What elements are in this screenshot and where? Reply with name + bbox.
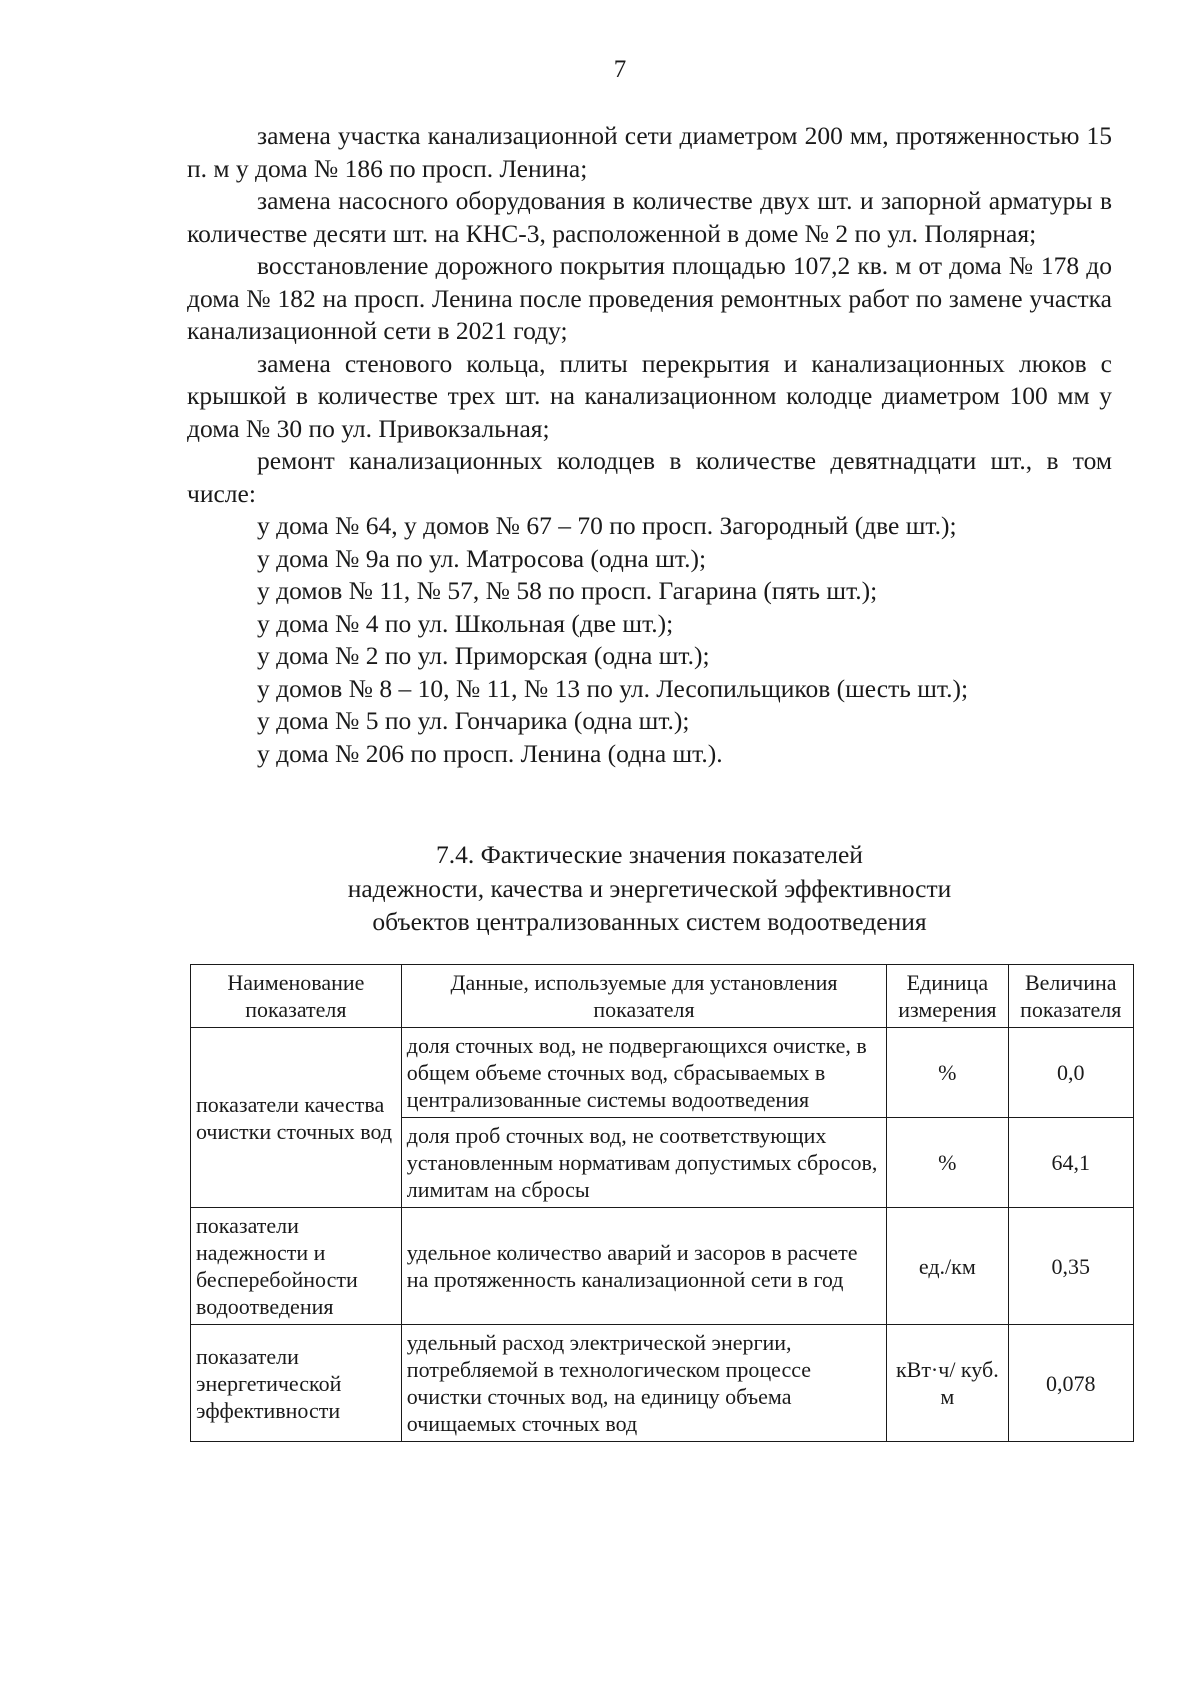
indicator-value: 0,35 bbox=[1008, 1208, 1133, 1325]
indicator-group-name: показатели надежности и бесперебойности водоотведения bbox=[191, 1208, 402, 1325]
indicator-unit: кВт·ч/ куб. м bbox=[887, 1325, 1008, 1442]
body-text bbox=[187, 120, 1112, 770]
header-value: Величина показателя bbox=[1008, 965, 1133, 1028]
indicator-data: доля сточных вод, не подвергающихся очистке, в общем объеме сточных вод, сбрасываемых в централизованные системы водоотведения bbox=[401, 1028, 886, 1118]
table-row bbox=[191, 1208, 1134, 1325]
indicator-data: удельный расход электрической энергии, потребляемой в технологическом процессе очистки сточных вод, на единицу объема очищаемых сточных вод bbox=[401, 1325, 886, 1442]
list-item: у дома № 206 по просп. Ленина (одна шт.). bbox=[257, 738, 723, 768]
list-item: у дома № 2 по ул. Приморская (одна шт.); bbox=[257, 641, 710, 670]
list-item: у дома № 4 по ул. Школьная (две шт.); bbox=[257, 608, 674, 638]
paragraph: ремонт канализационных колодцев в количестве девятнадцати шт., в том числе: bbox=[187, 446, 1112, 508]
paragraph: восстановление дорожного покрытия площадью 107,2 кв. м от дома № 178 до дома № 182 на просп. Ленина после проведения ремонтных работ по замене участка канализационной сети в 2021 году; bbox=[187, 251, 1112, 345]
table-row bbox=[191, 1325, 1134, 1442]
list-item: у дома № 5 по ул. Гончарика (одна шт.); bbox=[257, 706, 690, 735]
list-item: у дома № 9а по ул. Матросова (одна шт.); bbox=[257, 543, 707, 573]
paragraph: замена стенового кольца, плиты перекрытия и канализационных люков с крышкой в количестве трех шт. на канализационном колодце диаметром 100 мм у дома № 30 по ул. Привокзальная; bbox=[187, 348, 1112, 443]
indicator-group-name: показатели качества очистки сточных вод bbox=[191, 1028, 402, 1208]
indicator-value: 64,1 bbox=[1008, 1118, 1133, 1208]
indicator-group-name: показатели энергетической эффективности bbox=[191, 1325, 402, 1442]
table-row bbox=[191, 1028, 1134, 1118]
header-unit: Единица измерения bbox=[887, 965, 1008, 1028]
table-header-row bbox=[191, 965, 1134, 1028]
indicator-unit: % bbox=[887, 1118, 1008, 1208]
list-item: у дома № 64, у домов № 67 – 70 по просп. Загородный (две шт.); bbox=[257, 511, 957, 540]
indicator-data: доля проб сточных вод, не соответствующих установленным нормативам допустимых сбросов, лимитам на сбросы bbox=[401, 1118, 886, 1208]
heading-line: объектов централизованных систем водоотведения bbox=[372, 907, 927, 936]
heading-line: надежности, качества и энергетической эффективности bbox=[347, 873, 952, 903]
indicator-data: удельное количество аварий и засоров в расчете на протяженность канализационной сети в год bbox=[401, 1208, 886, 1325]
page-number: 7 bbox=[613, 56, 627, 83]
list-item: у домов № 8 – 10, № 11, № 13 по ул. Лесопильщиков (шесть шт.); bbox=[257, 673, 969, 703]
paragraph: замена участка канализационной сети диаметром 200 мм, протяженностью 15 п. м у дома № 186 по просп. Ленина; bbox=[187, 121, 1112, 183]
section-heading bbox=[187, 838, 1112, 939]
indicators-table bbox=[190, 964, 1134, 1442]
header-data: Данные, используемые для установления показателя bbox=[401, 965, 886, 1028]
list-item: у домов № 11, № 57, № 58 по просп. Гагарина (пять шт.); bbox=[257, 576, 878, 605]
indicator-value: 0,078 bbox=[1008, 1325, 1133, 1442]
indicator-unit: ед./км bbox=[887, 1208, 1008, 1325]
heading-line: 7.4. Фактические значения показателей bbox=[436, 840, 863, 869]
paragraph: замена насосного оборудования в количестве двух шт. и запорной арматуры в количестве десяти шт. на КНС-3, расположенной в доме № 2 по ул. Полярная; bbox=[187, 186, 1112, 248]
indicator-unit: % bbox=[887, 1028, 1008, 1118]
header-name: Наименование показателя bbox=[191, 965, 402, 1028]
indicator-value: 0,0 bbox=[1008, 1028, 1133, 1118]
